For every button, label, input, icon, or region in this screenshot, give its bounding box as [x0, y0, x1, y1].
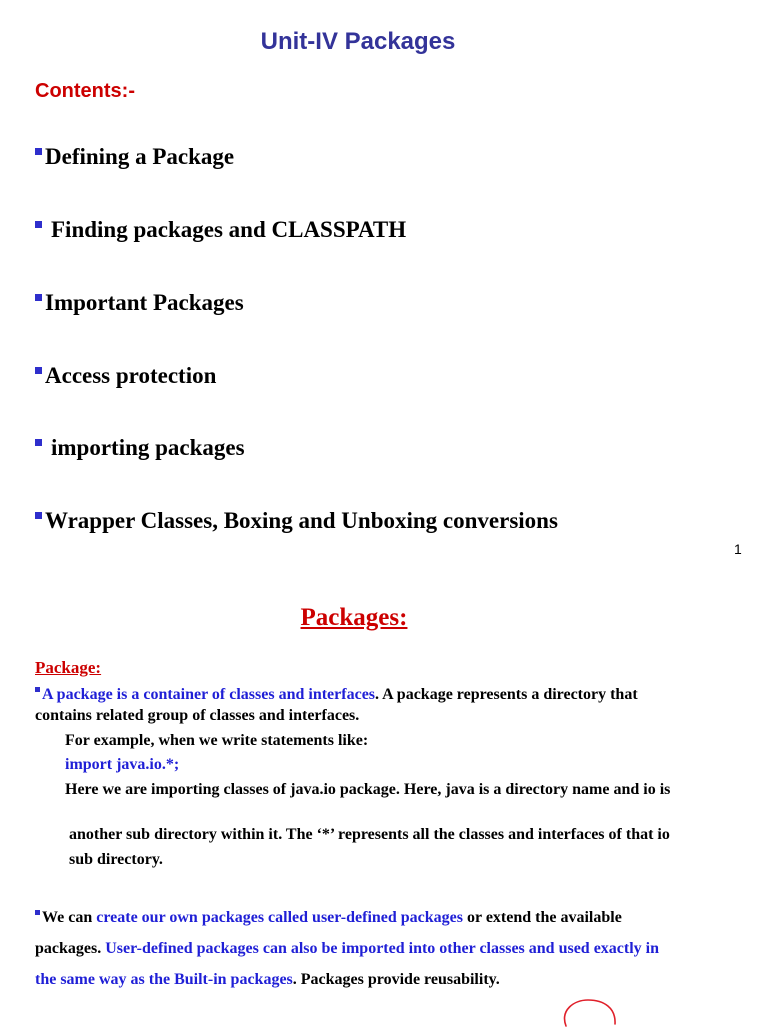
paragraph-line: another sub directory within it. The ‘*’ represents all the classes and interfaces of that io — [69, 826, 670, 843]
body-text: or extend the available — [463, 909, 622, 926]
paragraph-line — [35, 908, 622, 928]
highlight-text: the same way as the Built-in packages — [35, 971, 293, 988]
list-item — [35, 290, 244, 316]
code-line: import java.io.*; — [65, 756, 180, 773]
slide-title: Unit-IV Packages — [260, 28, 456, 55]
paragraph-line: contains related group of classes and interfaces. — [35, 707, 360, 724]
package-label: Package: — [35, 658, 102, 677]
body-text: We can — [42, 909, 97, 926]
list-item — [35, 217, 406, 243]
handwritten-mark-icon — [558, 996, 620, 1036]
section-title: Packages: — [300, 604, 408, 631]
contents-label: Contents:- — [35, 80, 135, 102]
list-item — [35, 363, 216, 389]
square-bullet-icon — [35, 294, 42, 301]
square-bullet-icon — [35, 687, 40, 692]
list-item-label: Wrapper Classes, Boxing and Unboxing conversions — [45, 508, 558, 533]
square-bullet-icon — [35, 512, 42, 519]
list-item — [35, 435, 245, 461]
highlight-text: User-defined packages can also be imported into other classes and used exactly in — [105, 940, 660, 957]
list-item — [35, 508, 558, 534]
list-item-label: Finding packages and CLASSPATH — [51, 217, 407, 242]
paragraph-line: sub directory. — [69, 851, 163, 868]
body-text: . A package represents a directory that — [375, 686, 638, 703]
list-item-label: Defining a Package — [45, 144, 235, 169]
square-bullet-icon — [35, 910, 40, 915]
paragraph-line — [35, 685, 638, 705]
square-bullet-icon — [35, 148, 42, 155]
list-item-label: Important Packages — [45, 290, 244, 315]
list-item-label: importing packages — [51, 435, 245, 460]
square-bullet-icon — [35, 439, 42, 446]
paragraph-line — [35, 970, 500, 990]
body-text: . Packages provide reusability. — [292, 971, 500, 988]
page-number: 1 — [734, 541, 742, 557]
highlight-text: A package is a container of classes and interfaces — [42, 686, 376, 703]
paragraph-line — [35, 939, 659, 959]
paragraph-line: For example, when we write statements like: — [65, 732, 369, 749]
list-item — [35, 144, 234, 170]
square-bullet-icon — [35, 221, 42, 228]
highlight-text: create our own packages called user-defined packages — [96, 909, 464, 926]
square-bullet-icon — [35, 367, 42, 374]
body-text: packages. — [35, 940, 106, 957]
list-item-label: Access protection — [45, 363, 217, 388]
paragraph-line: Here we are importing classes of java.io package. Here, java is a directory name and io is — [65, 781, 671, 798]
